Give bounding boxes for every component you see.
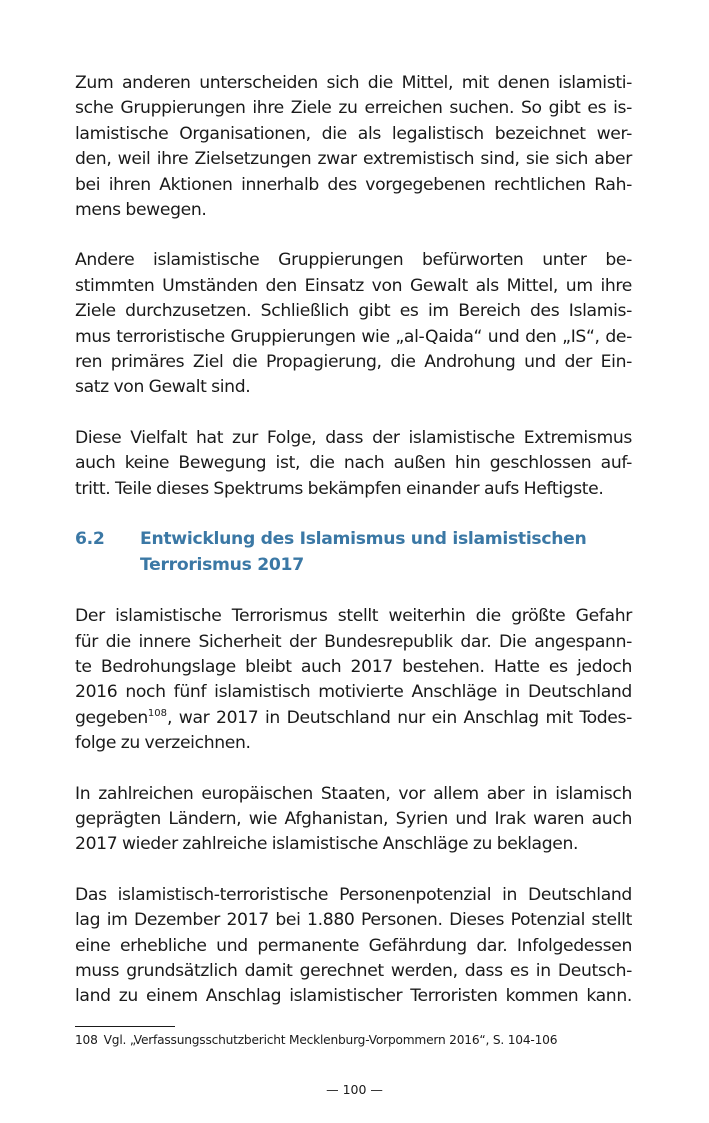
section-title [140, 527, 610, 578]
text-line: Ziele durchzusetzen. Schließlich gibt es im Bereich des Islamis- [75, 301, 632, 322]
paragraph [75, 71, 632, 223]
text-line: eine erhebliche und permanente Gefährdung dar. Infolgedessen [75, 935, 632, 956]
text-line: auch keine Bewegung ist, die nach außen hin geschlossen auf- [75, 453, 632, 474]
footnote [75, 1032, 557, 1048]
text-line: lag im Dezember 2017 bei 1.880 Personen. Dieses Potenzial stellt [75, 910, 632, 931]
footnote-number: 108 [75, 1033, 98, 1047]
paragraph [75, 426, 632, 502]
section-title-line: Entwicklung des Islamismus und islamistischen [140, 529, 587, 550]
text-line-with-footnote [75, 706, 632, 731]
text-line: Diese Vielfalt hat zur Folge, dass der islamistische Extremismus [75, 427, 632, 448]
footnote-text: Vgl. „Verfassungsschutzbericht Mecklenburg-Vorpommern 2016“, S. 104-106 [103, 1033, 558, 1047]
text-line: Der islamistische Terrorismus stellt weiterhin die größte Gefahr [75, 606, 632, 627]
text-line: lamistische Organisationen, die als legalistisch bezeichnet wer- [75, 123, 632, 144]
paragraph [75, 604, 632, 756]
footnote-reference[interactable]: 108 [147, 707, 167, 719]
page-body [75, 71, 632, 1010]
text-line: mens bewegen. [75, 200, 207, 221]
text-line: te Bedrohungslage bleibt auch 2017 bestehen. Hatte es jedoch [75, 656, 632, 677]
text-line: bei ihren Aktionen innerhalb des vorgegebenen rechtlichen Rah- [75, 174, 632, 195]
text-line: Das islamistisch-terroristische Personenpotenzial in Deutschland [75, 884, 632, 905]
text-line: satz von Gewalt sind. [75, 377, 251, 398]
text-line: stimmten Umständen den Einsatz von Gewalt als Mittel, um ihre [75, 275, 632, 296]
section-title-line: Terrorismus 2017 [140, 554, 304, 575]
section-heading [75, 527, 632, 579]
text-line: für die innere Sicherheit der Bundesrepublik dar. Die angespann- [75, 631, 632, 652]
text-line: Zum anderen unterscheiden sich die Mittel, mit denen islamisti- [75, 73, 632, 93]
text-line: land zu einem Anschlag islamistischer Terroristen kommen kann. [75, 986, 632, 1007]
text-line: den, weil ihre Zielsetzungen zwar extremistisch sind, sie sich aber [75, 149, 632, 170]
paragraph [75, 782, 632, 858]
text-line: In zahlreichen europäischen Staaten, vor allem aber in islamisch [75, 783, 632, 804]
section-number: 6.2 [75, 529, 105, 550]
text-line: mus terroristische Gruppierungen wie „al-Qaida“ und den „IS“, de- [75, 326, 632, 347]
text-line: sche Gruppierungen ihre Ziele zu erreichen suchen. So gibt es is- [75, 98, 632, 119]
text-line: ren primäres Ziel die Propagierung, die Androhung und der Ein- [75, 352, 632, 373]
page-number: — 100 — [326, 1082, 383, 1097]
paragraph [75, 883, 632, 1010]
text-line: Andere islamistische Gruppierungen befürworten unter be- [75, 250, 632, 271]
footnote-divider [75, 1026, 175, 1027]
text-line: muss grundsätzlich damit gerechnet werden, dass es in Deutsch- [75, 960, 632, 981]
text-line: tritt. Teile dieses Spektrums bekämpfen einander aufs Heftigste. [75, 478, 604, 499]
text-line: folge zu verzeichnen. [75, 733, 251, 754]
text-fragment: gegeben [75, 707, 148, 728]
text-line: geprägten Ländern, wie Afghanistan, Syrien und Irak waren auch [75, 808, 632, 829]
text-line: 2016 noch fünf islamistisch motivierte Anschläge in Deutschland [75, 682, 632, 703]
text-fragment: , war 2017 in Deutschland nur ein Anschlag mit Todes- [167, 707, 632, 728]
text-line: 2017 wieder zahlreiche islamistische Anschläge zu beklagen. [75, 834, 579, 855]
paragraph [75, 248, 632, 400]
